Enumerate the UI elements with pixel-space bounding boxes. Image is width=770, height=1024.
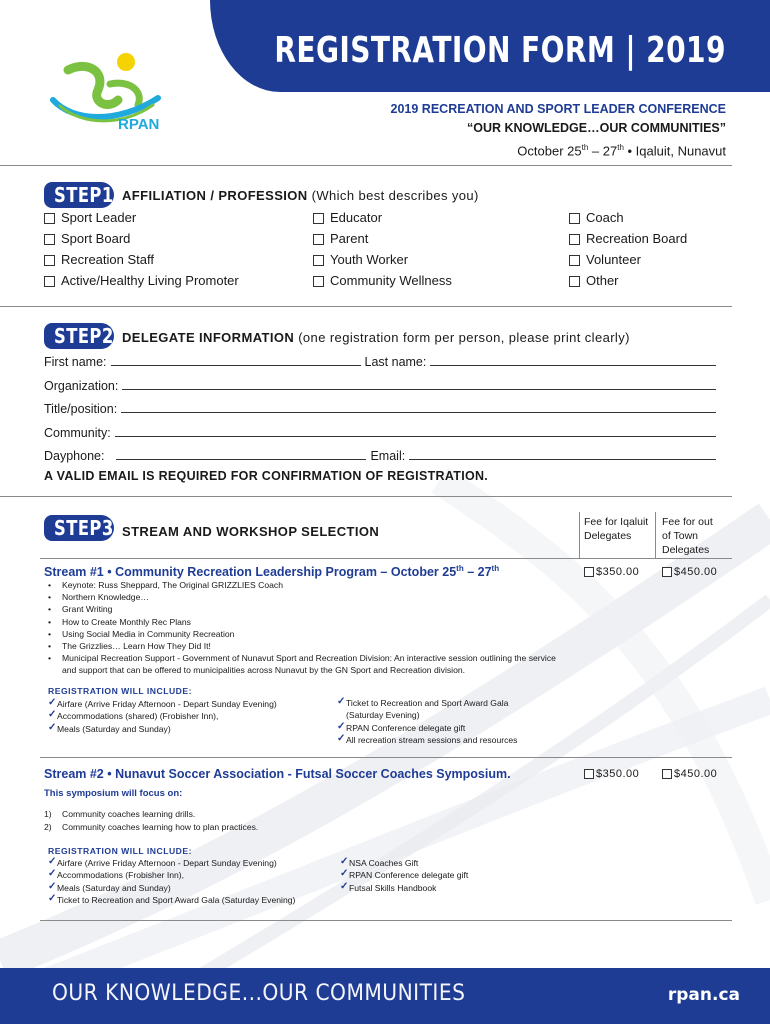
- checkmark-icon: ✓: [48, 721, 57, 733]
- checkmark-icon: ✓: [48, 893, 57, 905]
- checkbox-icon: [313, 213, 324, 224]
- fee-iqaluit-header: Fee for Iqaluit Delegates: [584, 516, 649, 542]
- checkbox-icon: [313, 255, 324, 266]
- title-position-row: [44, 400, 716, 418]
- conference-date: October 25th – 27th • Iqaluit, Nunavut: [517, 143, 726, 159]
- stream2-focus-list: [44, 808, 258, 834]
- step2-heading: DELEGATE INFORMATION (one registration form per person, please print clearly): [122, 330, 630, 345]
- checkbox-coach[interactable]: Coach: [569, 209, 624, 227]
- divider: [0, 165, 732, 166]
- name-row: [44, 353, 716, 371]
- list-item: • Keynote: Russ Sheppard, The Original GRIZZLIES Coach: [48, 579, 568, 591]
- organization-label: Organization:: [44, 379, 119, 393]
- email-field[interactable]: [409, 447, 716, 460]
- title-position-field[interactable]: [121, 400, 716, 413]
- checkbox-active-healthy-living-promoter[interactable]: Active/Healthy Living Promoter: [44, 272, 239, 290]
- valid-email-notice: A VALID EMAIL IS REQUIRED FOR CONFIRMATION OF REGISTRATION.: [44, 469, 489, 483]
- list-item: • Municipal Recreation Support - Government of Nunavut Sport and Recreation Division: An interactive session outlining the service and support that can be offered to municipalities across Nunavut by the GN Sport and Recreation division.: [48, 652, 568, 676]
- stream1-iqaluit-fee-checkbox[interactable]: $350.00: [584, 566, 639, 578]
- checkbox-icon: [662, 567, 672, 577]
- checkbox-community-wellness[interactable]: Community Wellness: [313, 272, 452, 290]
- stream2-iqaluit-fee-checkbox[interactable]: $350.00: [584, 768, 639, 780]
- stream1-session-list: [48, 579, 568, 677]
- title-position-label: Title/position:: [44, 402, 118, 416]
- checkbox-parent[interactable]: Parent: [313, 230, 368, 248]
- conference-title: 2019 RECREATION AND SPORT LEADER CONFERENCE: [390, 102, 726, 116]
- last-name-field[interactable]: [430, 353, 716, 366]
- stream1-includes-label: REGISTRATION WILL INCLUDE:: [48, 686, 192, 696]
- list-item: (Saturday Evening): [346, 710, 420, 721]
- checkbox-icon: [569, 234, 580, 245]
- checkmark-icon: ✓: [340, 880, 349, 892]
- list-item: • Using Social Media in Community Recreation: [48, 628, 568, 640]
- fee-column-divider: [655, 512, 656, 558]
- checkbox-other[interactable]: Other: [569, 272, 619, 290]
- checkbox-icon: [44, 255, 55, 266]
- divider: [0, 306, 732, 307]
- email-label: Email:: [370, 449, 406, 463]
- checkbox-youth-worker[interactable]: Youth Worker: [313, 251, 408, 269]
- checkbox-volunteer[interactable]: Volunteer: [569, 251, 641, 269]
- fee-out-of-town-header: Fee for out of Town Delegates: [662, 516, 713, 556]
- checkmark-icon: ✓: [340, 856, 349, 867]
- community-label: Community:: [44, 426, 111, 440]
- fee-column-divider: [579, 512, 580, 558]
- list-item: 2) Community coaches learning how to plan practices.: [44, 822, 259, 832]
- divider: [0, 496, 732, 497]
- divider: [40, 558, 732, 559]
- list-item: ✓ Airfare (Arrive Friday Afternoon - Depart Sunday Evening): [48, 856, 277, 868]
- checkbox-recreation-board[interactable]: Recreation Board: [569, 230, 687, 248]
- list-item: ✓ Meals (Saturday and Sunday): [48, 880, 171, 893]
- list-item: ✓ NSA Coaches Gift: [340, 856, 419, 868]
- checkbox-educator[interactable]: Educator: [313, 209, 382, 227]
- conference-info: [391, 100, 726, 160]
- list-item: • Grant Writing: [48, 603, 568, 615]
- list-item: ✓ Accommodations (shared) (Frobisher Inn),: [48, 709, 219, 722]
- checkbox-icon: [569, 276, 580, 287]
- stream2-title: Stream #2 • Nunavut Soccer Association - Futsal Soccer Coaches Symposium.: [44, 767, 511, 781]
- footer-website: rpan.ca: [667, 985, 740, 1005]
- checkbox-icon: [44, 213, 55, 224]
- organization-row: [44, 377, 716, 395]
- checkmark-icon: ✓: [48, 697, 57, 708]
- checkmark-icon: ✓: [337, 720, 346, 732]
- checkmark-icon: ✓: [48, 856, 57, 867]
- list-item: ✓ All recreation stream sessions and resources: [337, 733, 518, 746]
- checkbox-icon: [313, 234, 324, 245]
- checkmark-icon: ✓: [48, 709, 57, 721]
- first-name-field[interactable]: [111, 353, 361, 366]
- checkbox-icon: [569, 255, 580, 266]
- list-item: • The Grizzlies… Learn How They Did It!: [48, 640, 568, 652]
- checkbox-icon: [313, 276, 324, 287]
- divider: [40, 757, 732, 758]
- stream1-includes-right: [337, 697, 577, 747]
- list-item: • How to Create Monthly Rec Plans: [48, 616, 568, 628]
- stream2-includes-label: REGISTRATION WILL INCLUDE:: [48, 846, 192, 856]
- community-row: [44, 424, 716, 442]
- logo-text: RPAN: [118, 116, 160, 133]
- checkbox-sport-leader[interactable]: Sport Leader: [44, 209, 136, 227]
- list-item: 1) Community coaches learning drills.: [44, 809, 196, 819]
- step1-pill: STEP1: [44, 182, 114, 208]
- checkbox-icon: [584, 769, 594, 779]
- list-item: ✓ RPAN Conference delegate gift: [340, 868, 469, 881]
- list-item: ✓ Meals (Saturday and Sunday): [48, 721, 171, 734]
- checkbox-icon: [569, 213, 580, 224]
- stream2-out-of-town-fee-checkbox[interactable]: $450.00: [662, 768, 717, 780]
- list-item: ✓ Ticket to Recreation and Sport Award Gala: [337, 696, 509, 708]
- checkbox-recreation-staff[interactable]: Recreation Staff: [44, 251, 154, 269]
- list-item: • Northern Knowledge…: [48, 591, 568, 603]
- step1-heading: AFFILIATION / PROFESSION (Which best describes you): [122, 188, 479, 203]
- checkbox-icon: [662, 769, 672, 779]
- stream1-includes-left: [48, 698, 328, 735]
- checkmark-icon: ✓: [337, 696, 346, 707]
- checkmark-icon: ✓: [48, 880, 57, 892]
- last-name-label: Last name:: [364, 355, 427, 369]
- divider: [40, 920, 732, 921]
- footer-tagline: OUR KNOWLEDGE...OUR COMMUNITIES: [52, 981, 466, 1006]
- conference-subtitle: “OUR KNOWLEDGE…OUR COMMUNITIES”: [466, 121, 726, 135]
- list-item: ✓ RPAN Conference delegate gift: [337, 720, 466, 733]
- checkmark-icon: ✓: [48, 868, 57, 880]
- first-name-label: First name:: [44, 355, 107, 369]
- checkbox-icon: [44, 276, 55, 287]
- checkmark-icon: ✓: [337, 733, 346, 745]
- list-item: ✓ Futsal Skills Handbook: [340, 880, 437, 893]
- dayphone-email-row: [44, 447, 716, 465]
- list-item: ✓ Accommodations (Frobisher Inn),: [48, 868, 185, 881]
- list-item: ✓ Ticket to Recreation and Sport Award Gala (Saturday Evening): [48, 893, 296, 906]
- stream2-includes-right: [340, 857, 560, 894]
- checkbox-sport-board[interactable]: Sport Board: [44, 230, 130, 248]
- checkbox-icon: [584, 567, 594, 577]
- dayphone-field[interactable]: [116, 447, 366, 460]
- checkbox-icon: [44, 234, 55, 245]
- page-title: REGISTRATION FORM | 2019: [274, 30, 726, 71]
- community-field[interactable]: [115, 424, 716, 437]
- stream1-out-of-town-fee-checkbox[interactable]: $450.00: [662, 566, 717, 578]
- stream2-includes-left: [48, 857, 338, 907]
- checkmark-icon: ✓: [340, 868, 349, 880]
- stream1-title: Stream #1 • Community Recreation Leadership Program – October 25th – 27th: [44, 564, 500, 580]
- organization-field[interactable]: [122, 377, 716, 390]
- stream2-focus-label: This symposium will focus on:: [44, 788, 183, 799]
- step3-pill: STEP3: [44, 515, 114, 541]
- dayphone-label: Dayphone:: [44, 449, 105, 463]
- step3-heading: STREAM AND WORKSHOP SELECTION: [122, 524, 380, 539]
- list-item: ✓ Airfare (Arrive Friday Afternoon - Depart Sunday Evening): [48, 697, 277, 709]
- step2-pill: STEP2: [44, 323, 114, 349]
